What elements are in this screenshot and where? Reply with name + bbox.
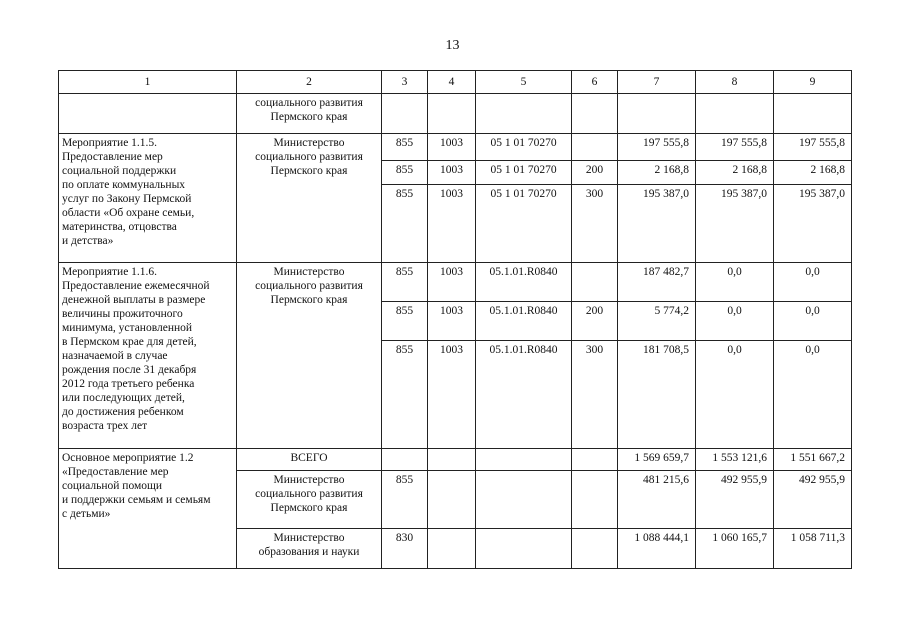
header-cell: 8 [696,71,774,94]
table-cell: 1 088 444,1 [618,529,696,569]
header-cell: 5 [476,71,572,94]
table-cell: 0,0 [696,341,774,449]
executor-cell: Министерство социального развития Пермского края [237,471,382,529]
executor-cell: Министерство социального развития Пермского края [237,263,382,449]
table-cell: 05 1 01 70270 [476,161,572,185]
executor-cell: Министерство социального развития Пермского края [237,134,382,263]
table-cell: 300 [572,341,618,449]
table-cell: 1003 [428,161,476,185]
header-cell: 4 [428,71,476,94]
table-cell: 855 [382,302,428,341]
table-cell: 195 387,0 [618,185,696,263]
table-cell: 1 060 165,7 [696,529,774,569]
table-cell [476,94,572,134]
table-cell: 830 [382,529,428,569]
executor-cell: Министерство образования и науки [237,529,382,569]
table-cell: 855 [382,471,428,529]
table-cell: 200 [572,302,618,341]
table-row [59,263,852,302]
table-cell: 855 [382,341,428,449]
activity-cell: Основное мероприятие 1.2 «Предоставление мер социальной помощи и поддержки семьям и семьям с детьми» [59,449,237,569]
table-cell: 05.1.01.R0840 [476,341,572,449]
table-cell: 0,0 [696,302,774,341]
table-cell: 197 555,8 [774,134,852,161]
table-cell [618,94,696,134]
table-cell: 1 553 121,6 [696,449,774,471]
activity-cell: Мероприятие 1.1.6. Предоставление ежемесячной денежной выплаты в размере величины прожиточного минимума, установленной в Пермском крае для детей, назначаемой в случае рождения после 31 декабря 2012 года третьего ребенка или последующих детей, до достижения ребенком возраста трех лет [59,263,237,449]
table-cell: 855 [382,134,428,161]
table-cell: 0,0 [774,263,852,302]
table-cell: 5 774,2 [618,302,696,341]
table-cell: 1 569 659,7 [618,449,696,471]
table-cell: 0,0 [774,302,852,341]
table-cell: 181 708,5 [618,341,696,449]
table-cell [59,94,237,134]
table-cell: 1003 [428,185,476,263]
header-cell: 2 [237,71,382,94]
table-cell: 300 [572,185,618,263]
table-cell: 2 168,8 [618,161,696,185]
table-cell: 1003 [428,263,476,302]
table-cell: 0,0 [774,341,852,449]
table-cell [696,94,774,134]
table-cell [476,471,572,529]
page-number: 13 [445,38,460,53]
table-cell: 1003 [428,302,476,341]
table-cell [382,94,428,134]
table-cell [428,471,476,529]
header-cell: 7 [618,71,696,94]
table-cell [572,94,618,134]
table-cell: 1003 [428,134,476,161]
table-cell: 2 168,8 [696,161,774,185]
header-row [59,71,852,94]
executor-cell: ВСЕГО [237,449,382,471]
table-cell: 05 1 01 70270 [476,134,572,161]
table-cell [476,529,572,569]
table-cell: 1003 [428,341,476,449]
table-cell [572,449,618,471]
table-cell [572,134,618,161]
header-cell: 3 [382,71,428,94]
table-cell: 0,0 [696,263,774,302]
table-cell: 481 215,6 [618,471,696,529]
header-cell: 9 [774,71,852,94]
table-cell [774,94,852,134]
table-cell [428,94,476,134]
table-cell [572,471,618,529]
table-cell [428,529,476,569]
table-cell: 1 551 667,2 [774,449,852,471]
budget-table [58,70,852,569]
table-cell [572,529,618,569]
header-cell: 6 [572,71,618,94]
table-cell: 200 [572,161,618,185]
table-cell: социального развития Пермского края [237,94,382,134]
table-cell [382,449,428,471]
table-row [59,94,852,134]
table-cell: 2 168,8 [774,161,852,185]
table-cell: 197 555,8 [696,134,774,161]
table-cell: 197 555,8 [618,134,696,161]
table-cell: 05.1.01.R0840 [476,263,572,302]
table-cell: 195 387,0 [774,185,852,263]
table-cell [572,263,618,302]
table-cell: 05.1.01.R0840 [476,302,572,341]
table-cell: 855 [382,161,428,185]
header-cell: 1 [59,71,237,94]
table-row [59,449,852,471]
table-cell: 195 387,0 [696,185,774,263]
table-cell: 492 955,9 [774,471,852,529]
table-cell: 855 [382,185,428,263]
table-cell: 492 955,9 [696,471,774,529]
table-cell: 855 [382,263,428,302]
table-cell: 1 058 711,3 [774,529,852,569]
activity-cell: Мероприятие 1.1.5. Предоставление мер социальной поддержки по оплате коммунальных услуг по Закону Пермской области «Об охране семьи, материнства, отцовства и детства» [59,134,237,263]
table-cell: 187 482,7 [618,263,696,302]
table-cell [476,449,572,471]
table-row [59,134,852,161]
table-cell [428,449,476,471]
table-cell: 05 1 01 70270 [476,185,572,263]
